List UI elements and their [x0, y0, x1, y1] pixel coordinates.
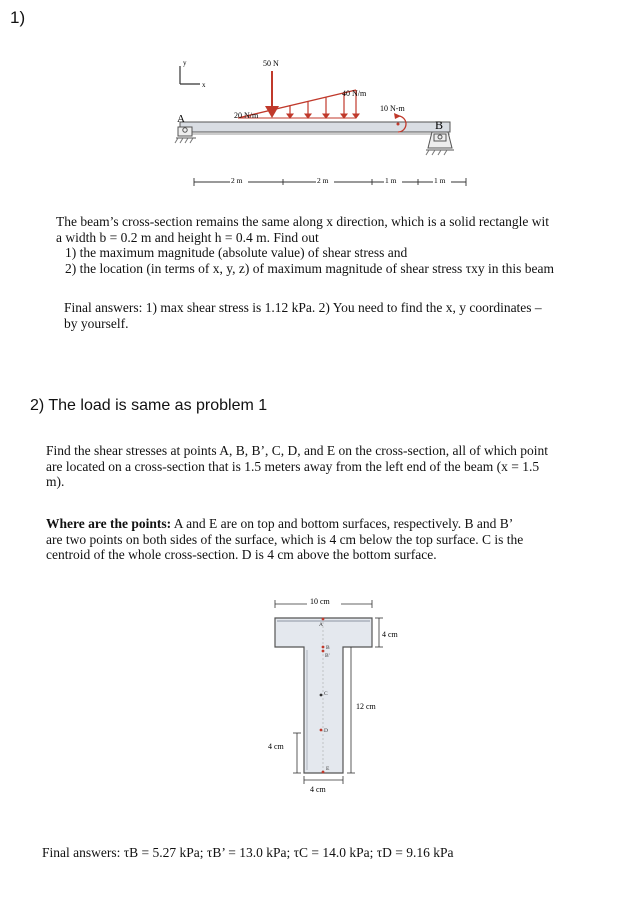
q2-paragraph-2 — [46, 516, 523, 563]
point-load-label: 50 N — [263, 59, 279, 68]
dim-label: 2 m — [317, 176, 329, 185]
text-line: A and E are on top and bottom surfaces, respectively. B and B’ — [171, 516, 514, 531]
text-line: are two points on both sides of the surface, which is 4 cm below the top surface. C is the — [46, 531, 524, 547]
dim-web-width-label: 4 cm — [310, 785, 326, 794]
dim-label: 2 m — [231, 176, 243, 185]
dim-label: 1 m — [385, 176, 397, 185]
dim-left-label: 4 cm — [268, 742, 284, 751]
svg-text:E: E — [326, 766, 330, 772]
point-d — [320, 729, 323, 732]
dim-top-label: 10 cm — [310, 597, 330, 606]
dist-load-right-label: 40 N/m — [342, 89, 367, 98]
question-2-heading: 2) The load is same as problem 1 — [30, 397, 268, 414]
svg-text:B': B' — [325, 653, 330, 659]
text-line: 1) the maximum magnitude (absolute value) of shear stress and — [65, 245, 408, 260]
q2-paragraph-1 — [46, 443, 548, 490]
text-line: by yourself. — [64, 315, 129, 331]
t-cross-section-diagram — [255, 590, 420, 805]
point-b — [322, 646, 325, 649]
axis-x-label: x — [202, 81, 206, 89]
dimension-web-width — [304, 776, 343, 784]
text-line: a width b = 0.2 m and height h = 0.4 m. Find out — [56, 229, 319, 245]
q1-problem-text — [56, 214, 554, 276]
point-e — [322, 771, 325, 774]
beam-diagram — [150, 48, 480, 198]
question-1-number: 1) — [10, 8, 26, 27]
beam — [180, 122, 450, 132]
point-c — [320, 694, 323, 697]
text-line: are located on a cross-section that is 1.5 meters away from the left end of the beam (x = 1.5 — [46, 458, 540, 474]
svg-text:C: C — [324, 691, 328, 697]
q1-final-answers — [64, 300, 542, 331]
dist-load-left-label: 20 N/m — [234, 111, 259, 120]
axis-y-label: y — [183, 59, 187, 67]
text-line: Find the shear stresses at points A, B, B’, C, D, and E on the cross-section, all of which point — [46, 443, 549, 458]
moment-label: 10 N-m — [380, 104, 405, 113]
text-line: 2) the location (in terms of x, y, z) of maximum magnitude of shear stress τxy in this beam — [65, 260, 554, 276]
text-line: centroid of the whole cross-section. D is 4 cm above the bottom surface. — [46, 547, 437, 562]
svg-text:D: D — [324, 728, 328, 734]
points-heading: Where are the points: — [46, 516, 172, 531]
point-b-prime — [322, 650, 325, 653]
text-line: The beam’s cross-section remains the same along x direction, which is a solid rectangle wit — [56, 214, 549, 229]
dim-flange-label: 4 cm — [382, 630, 398, 639]
text-line: Final answers: 1) max shear stress is 1.12 kPa. 2) You need to find the x, y coordinates – — [64, 300, 542, 315]
dim-web-height-label: 12 cm — [356, 702, 376, 711]
dimension-left — [293, 733, 301, 773]
support-a-label: A — [177, 113, 185, 125]
point-a — [322, 618, 325, 621]
dim-label: 1 m — [434, 176, 446, 185]
text-line: m). — [46, 474, 65, 489]
q2-final-answers: Final answers: τB = 5.27 kPa; τB’ = 13.0 kPa; τC = 14.0 kPa; τD = 9.16 kPa — [42, 845, 454, 860]
svg-text:A: A — [319, 622, 323, 628]
svg-text:B: B — [326, 645, 330, 651]
support-b-label: B — [435, 118, 444, 132]
coordinate-axes — [180, 59, 206, 89]
